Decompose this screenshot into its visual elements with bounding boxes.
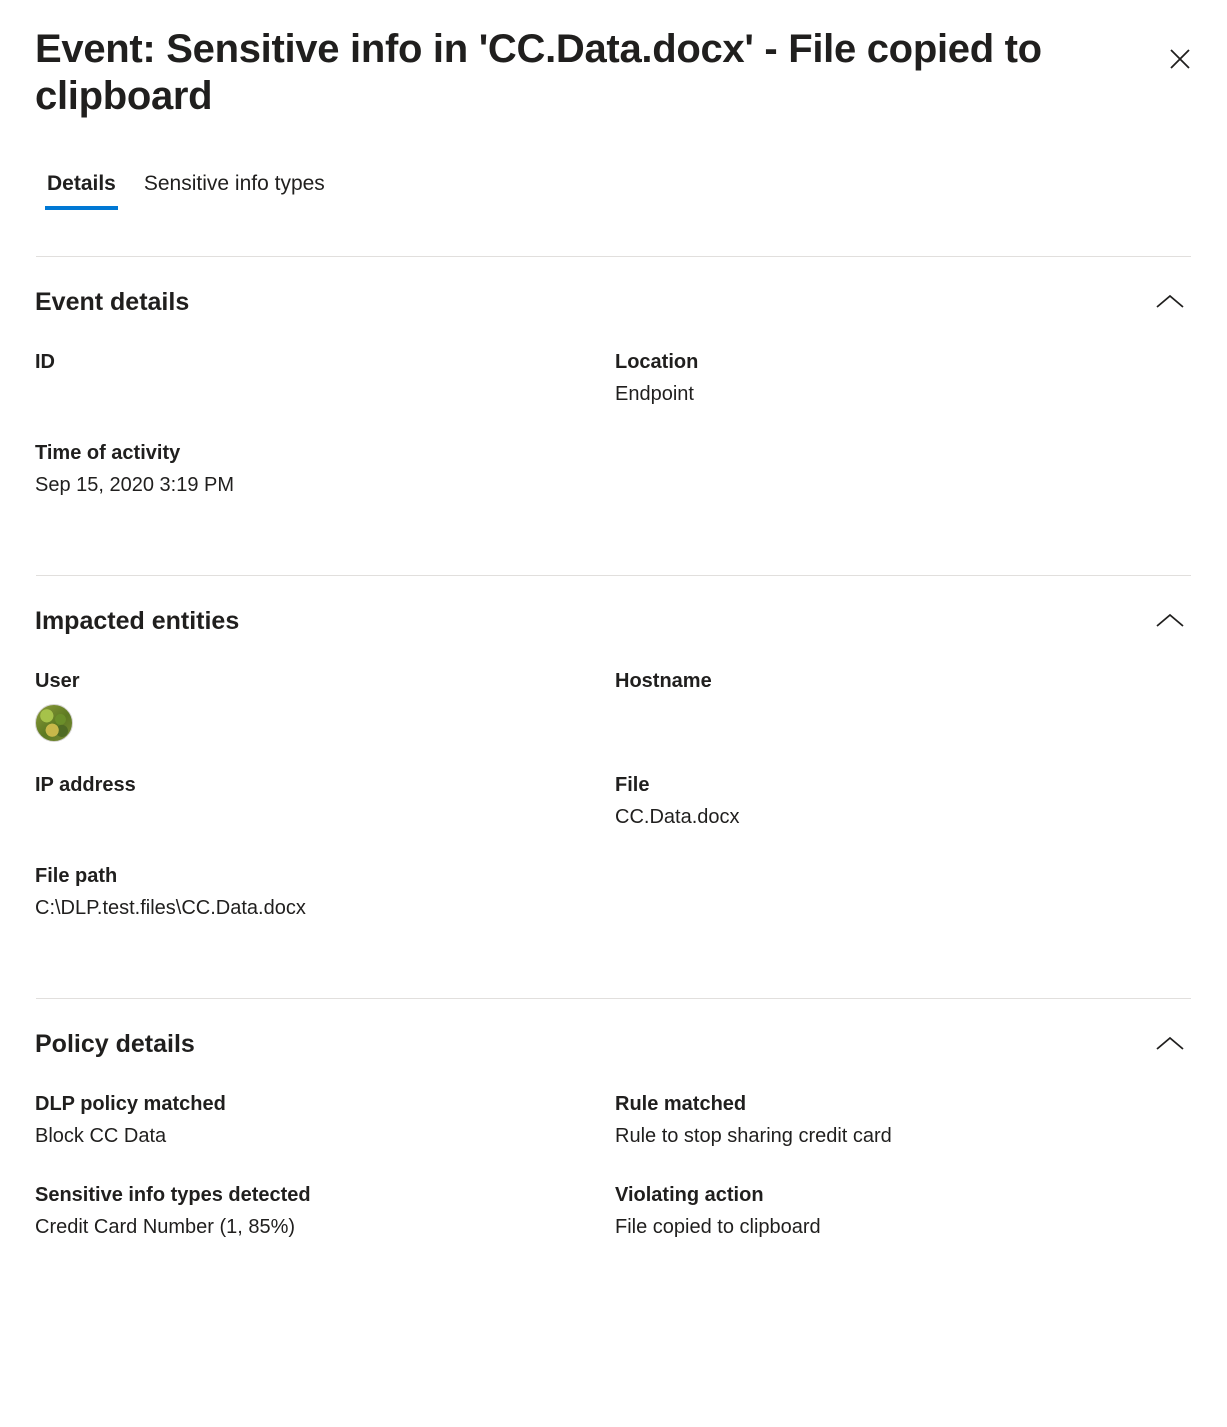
field-label: ID bbox=[35, 351, 55, 374]
field-value: CC.Data.docx bbox=[615, 806, 740, 829]
divider-policy-details bbox=[36, 998, 1191, 999]
section-header-impacted-entities[interactable] bbox=[32, 602, 1195, 640]
field-id bbox=[35, 347, 615, 410]
field-hostname bbox=[615, 666, 1195, 742]
field-value: Endpoint bbox=[615, 383, 694, 406]
field-sensitive-info-types-detected bbox=[35, 1180, 615, 1243]
field-file bbox=[615, 770, 1195, 833]
chevron-up-icon[interactable] bbox=[1151, 1025, 1189, 1063]
event-details-grid bbox=[32, 347, 1195, 529]
field-dlp-policy-matched bbox=[35, 1089, 615, 1152]
field-label: Location bbox=[615, 351, 699, 374]
field-label: User bbox=[35, 670, 80, 693]
field-file-path bbox=[35, 861, 615, 924]
section-header-event-details[interactable] bbox=[32, 283, 1195, 321]
field-label: File bbox=[615, 774, 650, 797]
field-label: DLP policy matched bbox=[35, 1093, 226, 1116]
field-value bbox=[35, 802, 615, 806]
section-header-policy-details[interactable] bbox=[32, 1025, 1195, 1063]
divider-top bbox=[36, 256, 1191, 257]
avatar bbox=[35, 704, 73, 742]
field-empty-event bbox=[615, 438, 1195, 501]
tab-details[interactable]: Details bbox=[33, 172, 130, 210]
impacted-entities-grid bbox=[32, 666, 1195, 952]
field-label: Sensitive info types detected bbox=[35, 1184, 311, 1207]
field-value: Block CC Data bbox=[35, 1125, 167, 1148]
field-location bbox=[615, 347, 1195, 410]
page-title: Event: Sensitive info in 'CC.Data.docx' - File copied to clipboard bbox=[35, 27, 1042, 119]
field-label: Violating action bbox=[615, 1184, 764, 1207]
field-value: Sep 15, 2020 3:19 PM bbox=[35, 474, 235, 497]
divider-impacted-entities bbox=[36, 575, 1191, 576]
field-value: File copied to clipboard bbox=[615, 1216, 821, 1239]
field-value: Rule to stop sharing credit card bbox=[615, 1125, 892, 1148]
close-icon[interactable] bbox=[1157, 36, 1203, 82]
chevron-up-icon[interactable] bbox=[1151, 602, 1189, 640]
field-label: Time of activity bbox=[35, 442, 181, 465]
field-label: File path bbox=[35, 865, 118, 888]
field-time-of-activity bbox=[35, 438, 615, 501]
field-empty-entities bbox=[615, 861, 1195, 924]
policy-details-grid bbox=[32, 1089, 1195, 1271]
section-title-impacted-entities: Impacted entities bbox=[35, 606, 240, 635]
field-label: Hostname bbox=[615, 670, 712, 693]
section-title-event-details: Event details bbox=[35, 287, 190, 316]
field-ip-address bbox=[35, 770, 615, 833]
section-title-policy-details: Policy details bbox=[35, 1029, 195, 1058]
tab-list bbox=[32, 154, 1195, 210]
field-value: C:\DLP.test.files\CC.Data.docx bbox=[35, 897, 306, 920]
field-user bbox=[35, 666, 615, 742]
chevron-up-icon[interactable] bbox=[1151, 283, 1189, 321]
tab-sensitive-info-types[interactable]: Sensitive info types bbox=[130, 172, 339, 210]
field-value bbox=[615, 698, 1195, 702]
field-value: Credit Card Number (1, 85%) bbox=[35, 1216, 296, 1239]
field-value bbox=[35, 379, 615, 383]
field-label: Rule matched bbox=[615, 1093, 747, 1116]
field-label: IP address bbox=[35, 774, 136, 797]
field-violating-action bbox=[615, 1180, 1195, 1243]
field-rule-matched bbox=[615, 1089, 1195, 1152]
